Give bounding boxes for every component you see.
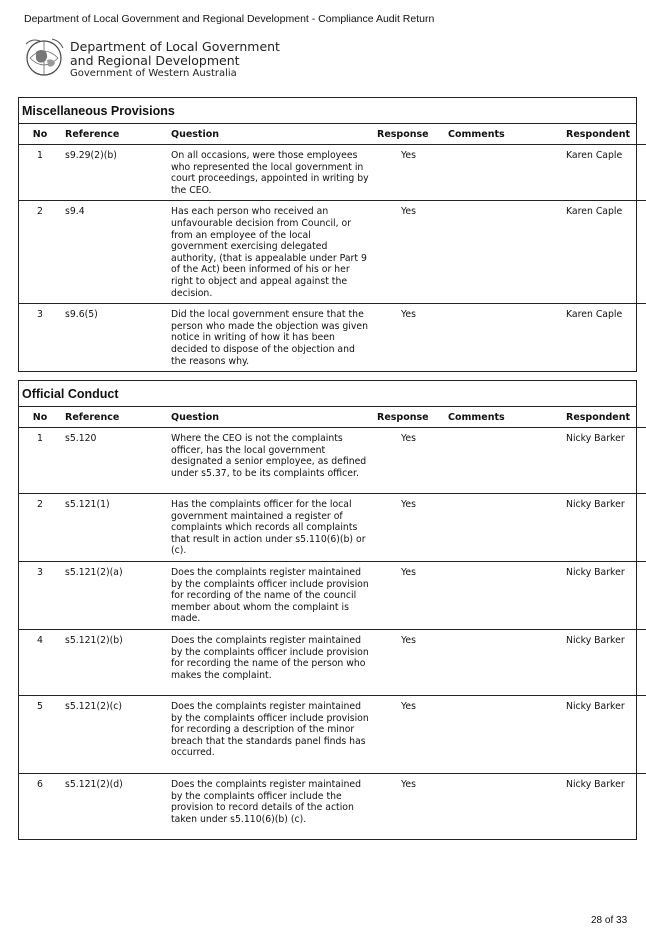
- row-comments: [444, 561, 562, 629]
- table-row: [19, 773, 646, 839]
- row-response: Yes: [373, 428, 444, 494]
- column-header-question: Question: [167, 124, 373, 145]
- section-title: Official Conduct: [19, 381, 636, 407]
- row-comments: [444, 304, 562, 371]
- column-header-response: Response: [373, 407, 444, 428]
- row-comments: [444, 629, 562, 695]
- row-respondent: Nicky Barker: [566, 778, 625, 790]
- organization-name-block: [70, 40, 280, 80]
- row-response: Yes: [373, 629, 444, 695]
- row-no: 1: [19, 428, 61, 494]
- official-conduct-section: [18, 380, 637, 840]
- column-header-comments: Comments: [444, 407, 562, 428]
- org-name-line2: and Regional Development: [70, 53, 240, 68]
- row-response: Yes: [373, 561, 444, 629]
- row-question: Does the complaints register maintained by the complaints officer include provision for recording the name of the person who makes the complaint.: [167, 629, 373, 695]
- row-respondent: Nicky Barker: [562, 494, 646, 562]
- page-number: 28 of 33: [591, 915, 628, 926]
- column-header-no: No: [19, 407, 61, 428]
- row-respondent: Nicky Barker: [562, 695, 646, 773]
- row-no: 2: [19, 201, 61, 304]
- official-conduct-table: [19, 407, 646, 839]
- row-respondent: Nicky Barker: [562, 561, 646, 629]
- row-no: 3: [37, 309, 43, 321]
- row-reference: s9.29(2)(b): [61, 145, 167, 201]
- row-comments: [444, 145, 562, 201]
- org-government-line: Government of Western Australia: [70, 68, 237, 79]
- table-row: [19, 428, 646, 494]
- org-name-line1: Department of Local Government: [70, 39, 280, 54]
- column-header-reference: Reference: [61, 124, 167, 145]
- table-header-row: [19, 407, 646, 428]
- row-reference: s5.121(2)(c): [61, 695, 167, 773]
- row-no: 6: [37, 778, 43, 790]
- row-comments: [444, 201, 562, 304]
- miscellaneous-provisions-section: [18, 97, 637, 372]
- row-no: 1: [19, 145, 61, 201]
- row-no: 5: [19, 695, 61, 773]
- row-question: Does the complaints register maintained by the complaints officer include provision for recording of the name of the council member about whom the complaint is made.: [167, 561, 373, 629]
- column-header-no: No: [19, 124, 61, 145]
- table-header-row: [19, 124, 646, 145]
- document-header-title: Department of Local Government and Regional Development - Compliance Audit Return: [24, 13, 435, 25]
- row-reference: s5.121(2)(b): [61, 629, 167, 695]
- row-no: 3: [19, 561, 61, 629]
- column-header-comments: Comments: [444, 124, 562, 145]
- row-no: 2: [19, 494, 61, 562]
- row-reference: s5.121(2)(d): [65, 778, 123, 790]
- table-row: [19, 304, 646, 371]
- row-respondent: Karen Caple: [562, 201, 646, 304]
- row-comments: [444, 695, 562, 773]
- section-title: Miscellaneous Provisions: [19, 98, 636, 124]
- row-respondent: Karen Caple: [566, 309, 623, 321]
- row-comments: [444, 428, 562, 494]
- row-response: Yes: [373, 201, 444, 304]
- row-respondent: Nicky Barker: [562, 428, 646, 494]
- row-comments: [444, 494, 562, 562]
- row-reference: s5.120: [61, 428, 167, 494]
- row-respondent: Nicky Barker: [562, 629, 646, 695]
- table-row: [19, 561, 646, 629]
- row-response: Yes: [400, 778, 416, 790]
- row-no: 4: [19, 629, 61, 695]
- table-row: [19, 629, 646, 695]
- table-row: [19, 145, 646, 201]
- row-reference: s9.6(5): [65, 309, 98, 321]
- misc-provisions-table: [19, 124, 646, 371]
- table-row: [19, 494, 646, 562]
- column-header-question: Question: [167, 407, 373, 428]
- government-crest-logo: [22, 34, 68, 80]
- row-comments: [444, 773, 562, 839]
- row-response: Yes: [400, 309, 416, 321]
- row-response: Yes: [373, 145, 444, 201]
- row-question: Does the complaints register maintained by the complaints officer include the provision to record details of the action taken under s5.110(6)(b) (c).: [171, 778, 362, 825]
- row-question: Does the complaints register maintained by the complaints officer include provision for recording a description of the minor breach that the standards panel finds has occurred.: [167, 695, 373, 773]
- row-response: Yes: [373, 494, 444, 562]
- row-question: Did the local government ensure that the person who made the objection was given notice in writing of how it has been decided to dispose of the objection and the reasons why.: [171, 309, 368, 367]
- row-response: Yes: [373, 695, 444, 773]
- column-header-reference: Reference: [61, 407, 167, 428]
- row-reference: s9.4: [61, 201, 167, 304]
- row-question: Has each person who received an unfavourable decision from Council, or from an employee of the local government exercising delegated authority, (that is appealable under Part 9 of the Act) been informed of his or her right to object and appeal against the decision.: [167, 201, 373, 304]
- row-question: Has the complaints officer for the local government maintained a register of complaints which records all complaints that result in action under s5.110(6)(b) or (c).: [167, 494, 373, 562]
- column-header-respondent: Respondent: [562, 407, 646, 428]
- row-reference: s5.121(2)(a): [61, 561, 167, 629]
- column-header-respondent: Respondent: [562, 124, 646, 145]
- row-question: On all occasions, were those employees who represented the local government in court proceedings, appointed in writing by the CEO.: [167, 145, 373, 201]
- table-row: [19, 201, 646, 304]
- column-header-response: Response: [373, 124, 444, 145]
- row-respondent: Karen Caple: [562, 145, 646, 201]
- row-question: Where the CEO is not the complaints officer, has the local government designated a senior employee, as defined under s5.37, to be its complaints officer.: [167, 428, 373, 494]
- table-row: [19, 695, 646, 773]
- row-reference: s5.121(1): [61, 494, 167, 562]
